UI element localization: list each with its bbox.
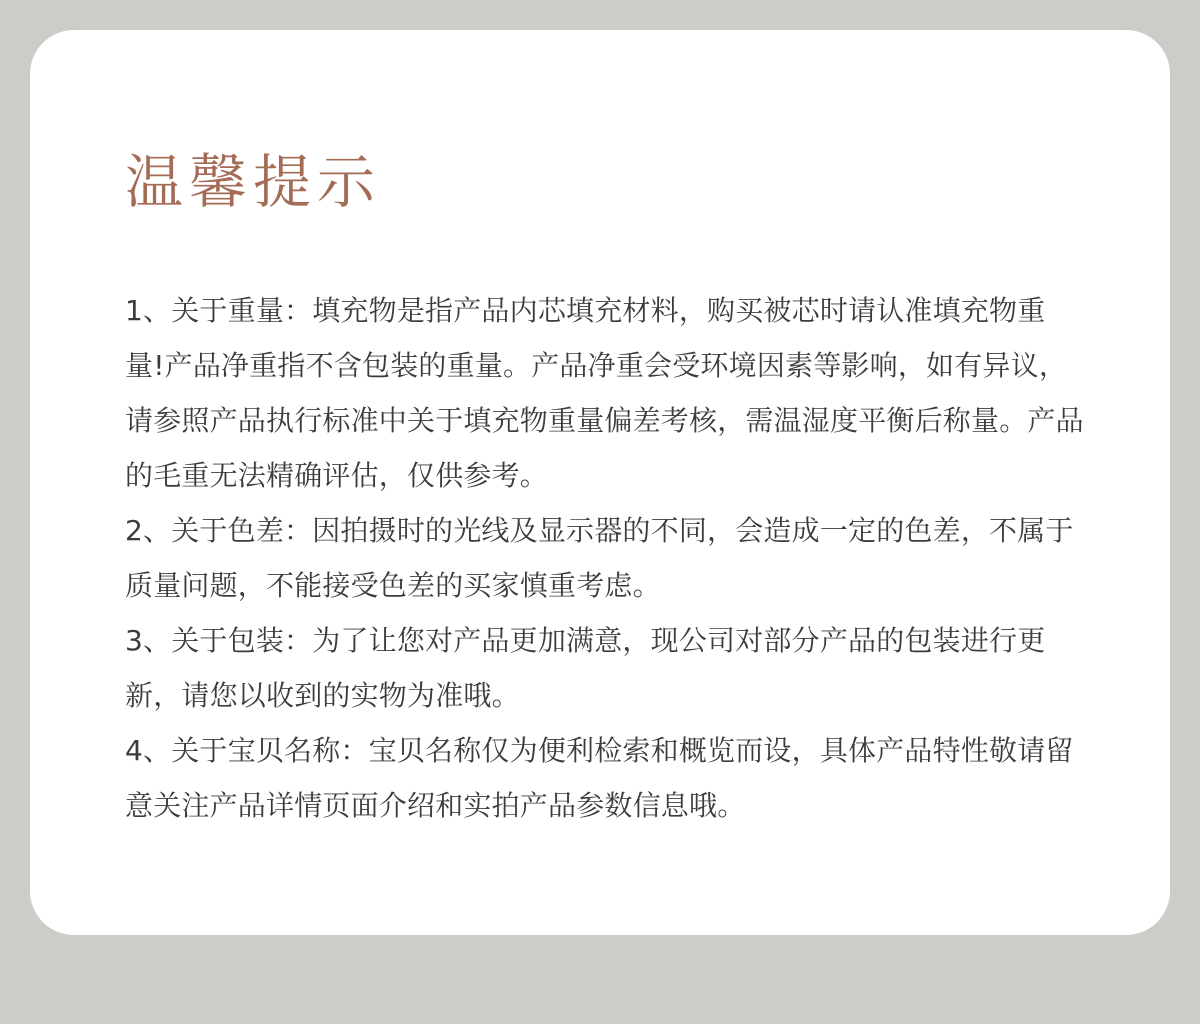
- notice-item-color-difference: 2、关于色差：因拍摄时的光线及显示器的不同，会造成一定的色差，不属于质量问题，不能接受色差的买家慎重考虑。: [125, 514, 1074, 602]
- notice-item-weight: 1、关于重量：填充物是指产品内芯填充材料，购买被芯时请认准填充物重量!产品净重指不含包装的重量。产品净重会受环境因素等影响，如有异议，请参照产品执行标准中关于填充物重量偏差考核，需温湿度平衡后称量。产品的毛重无法精确评估，仅供参考。: [125, 294, 1084, 492]
- notice-card: [30, 30, 1170, 935]
- notice-title: 温馨提示: [125, 148, 382, 216]
- notice-item-product-name: 4、关于宝贝名称：宝贝名称仅为便利检索和概览而设，具体产品特性敬请留意关注产品详情页面介绍和实拍产品参数信息哦。: [125, 734, 1074, 822]
- notice-list: [125, 283, 1085, 833]
- notice-item-packaging: 3、关于包装：为了让您对产品更加满意，现公司对部分产品的包装进行更新，请您以收到的实物为准哦。: [125, 624, 1046, 712]
